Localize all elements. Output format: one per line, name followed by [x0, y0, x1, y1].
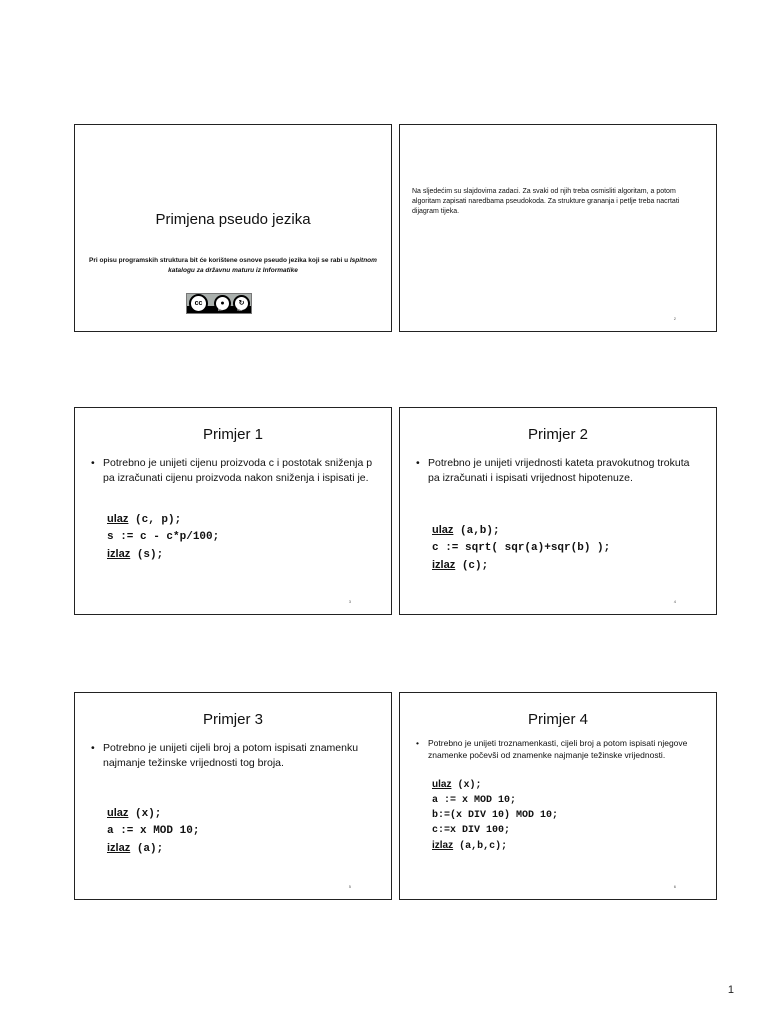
- code-text: (a,b,c);: [453, 841, 508, 852]
- slide-number: 4: [673, 599, 676, 604]
- code-keyword: ulaz: [107, 807, 129, 819]
- code-text: a := x MOD 10;: [432, 795, 517, 806]
- bullet-item: • Potrebno je unijeti cijeli broj a potom ispisati znamenku najmanje težinske vrijednosti tog broja.: [91, 741, 377, 771]
- attribution-icon: ●: [214, 295, 231, 312]
- bullet-list: [416, 737, 702, 761]
- slide-main-title: Primjena pseudo jezika: [155, 211, 311, 228]
- code-text: (c, p);: [128, 514, 182, 526]
- slide-number: 3: [348, 599, 351, 604]
- cc-by-label: BY: [218, 307, 224, 312]
- code-line: [432, 540, 610, 557]
- slide-primjer-2: [399, 407, 717, 615]
- code-line: [432, 823, 558, 838]
- code-line: [432, 808, 558, 823]
- code-line: [432, 777, 558, 793]
- code-keyword: ulaz: [432, 779, 452, 790]
- slide-primjer-1: [74, 407, 392, 615]
- code-keyword: ulaz: [432, 524, 454, 536]
- intro-text: Na sljedećim su slajdovima zadaci. Za svaki od njih treba osmisliti algoritam, a potom algoritam zapisati naredbama pseudokoda. Za strukture grananja i petlje treba nacrtati dijagram tijeka.: [412, 188, 680, 215]
- slide-title: Primjer 1: [202, 426, 263, 443]
- code-keyword: izlaz: [107, 548, 131, 560]
- code-text: a := x MOD 10;: [107, 825, 200, 837]
- code-keyword: izlaz: [432, 840, 454, 851]
- code-keyword: izlaz: [107, 842, 131, 854]
- code-line: [107, 511, 219, 529]
- cc-license-badge: [186, 293, 252, 314]
- code-text: (s);: [130, 549, 164, 561]
- pseudocode-block: [107, 511, 219, 564]
- slide-number: 6: [673, 884, 676, 889]
- slide-title-page: [74, 124, 392, 332]
- code-line: [107, 805, 199, 823]
- code-text: (x);: [128, 808, 162, 820]
- slide-intro: [399, 124, 717, 332]
- code-text: s := c - c*p/100;: [107, 531, 220, 543]
- bullet-list: [91, 456, 377, 486]
- code-text: b:=(x DIV 10) MOD 10;: [432, 810, 559, 821]
- slide-title: Primjer 3: [202, 711, 263, 728]
- code-line: [432, 522, 610, 540]
- bullet-list: [416, 456, 702, 486]
- bullet-item: • Potrebno je unijeti troznamenkasti, cijeli broj a potom ispisati njegove znamenke počevši od znamenke najmanje težinske vrijednosti.: [416, 737, 702, 761]
- pseudocode-block: [107, 805, 199, 858]
- bullet-item: • Potrebno je unijeti vrijednosti kateta pravokutnog trokuta pa izračunati i ispisati vrijednost hipotenuze.: [416, 456, 702, 486]
- subtitle-italic-text: Ispitnom katalogu za državnu maturu iz Informatike: [168, 257, 377, 274]
- code-keyword: izlaz: [432, 559, 456, 571]
- subtitle-plain-text: Pri opisu programskih struktura bit će korištene osnove pseudo jezika koji se rabi u: [89, 257, 350, 264]
- code-text: c := sqrt( sqr(a)+sqr(b) );: [432, 542, 611, 554]
- pseudocode-block: [432, 777, 558, 854]
- code-line: [432, 557, 610, 575]
- code-text: (x);: [451, 780, 482, 791]
- bullet-list: [91, 741, 377, 771]
- code-text: (c);: [455, 560, 489, 572]
- cc-sa-label: SA: [237, 307, 243, 312]
- code-line: [107, 840, 199, 858]
- code-text: c:=x DIV 100;: [432, 825, 511, 836]
- share-alike-icon: ↻: [233, 295, 250, 312]
- slide-title: Primjer 2: [527, 426, 588, 443]
- page-number: 1: [727, 984, 734, 996]
- code-line: [107, 546, 219, 564]
- slide-primjer-3: [74, 692, 392, 900]
- code-text: (a,b);: [453, 525, 500, 537]
- code-text: (a);: [130, 843, 164, 855]
- code-line: [107, 529, 219, 546]
- slide-subtitle: [89, 256, 377, 276]
- creative-commons-icon: cc: [189, 294, 208, 313]
- code-line: [107, 823, 199, 840]
- code-line: [432, 793, 558, 808]
- code-keyword: ulaz: [107, 513, 129, 525]
- slide-primjer-4: [399, 692, 717, 900]
- slide-number: 5: [348, 884, 351, 889]
- bullet-item: • Potrebno je unijeti cijenu proizvoda c i postotak sniženja p pa izračunati cijenu proizvoda nakon sniženja i ispisati je.: [91, 456, 377, 486]
- slide-number: 2: [673, 316, 676, 321]
- slide-title: Primjer 4: [527, 711, 588, 728]
- code-line: [432, 838, 558, 854]
- pseudocode-block: [432, 522, 610, 575]
